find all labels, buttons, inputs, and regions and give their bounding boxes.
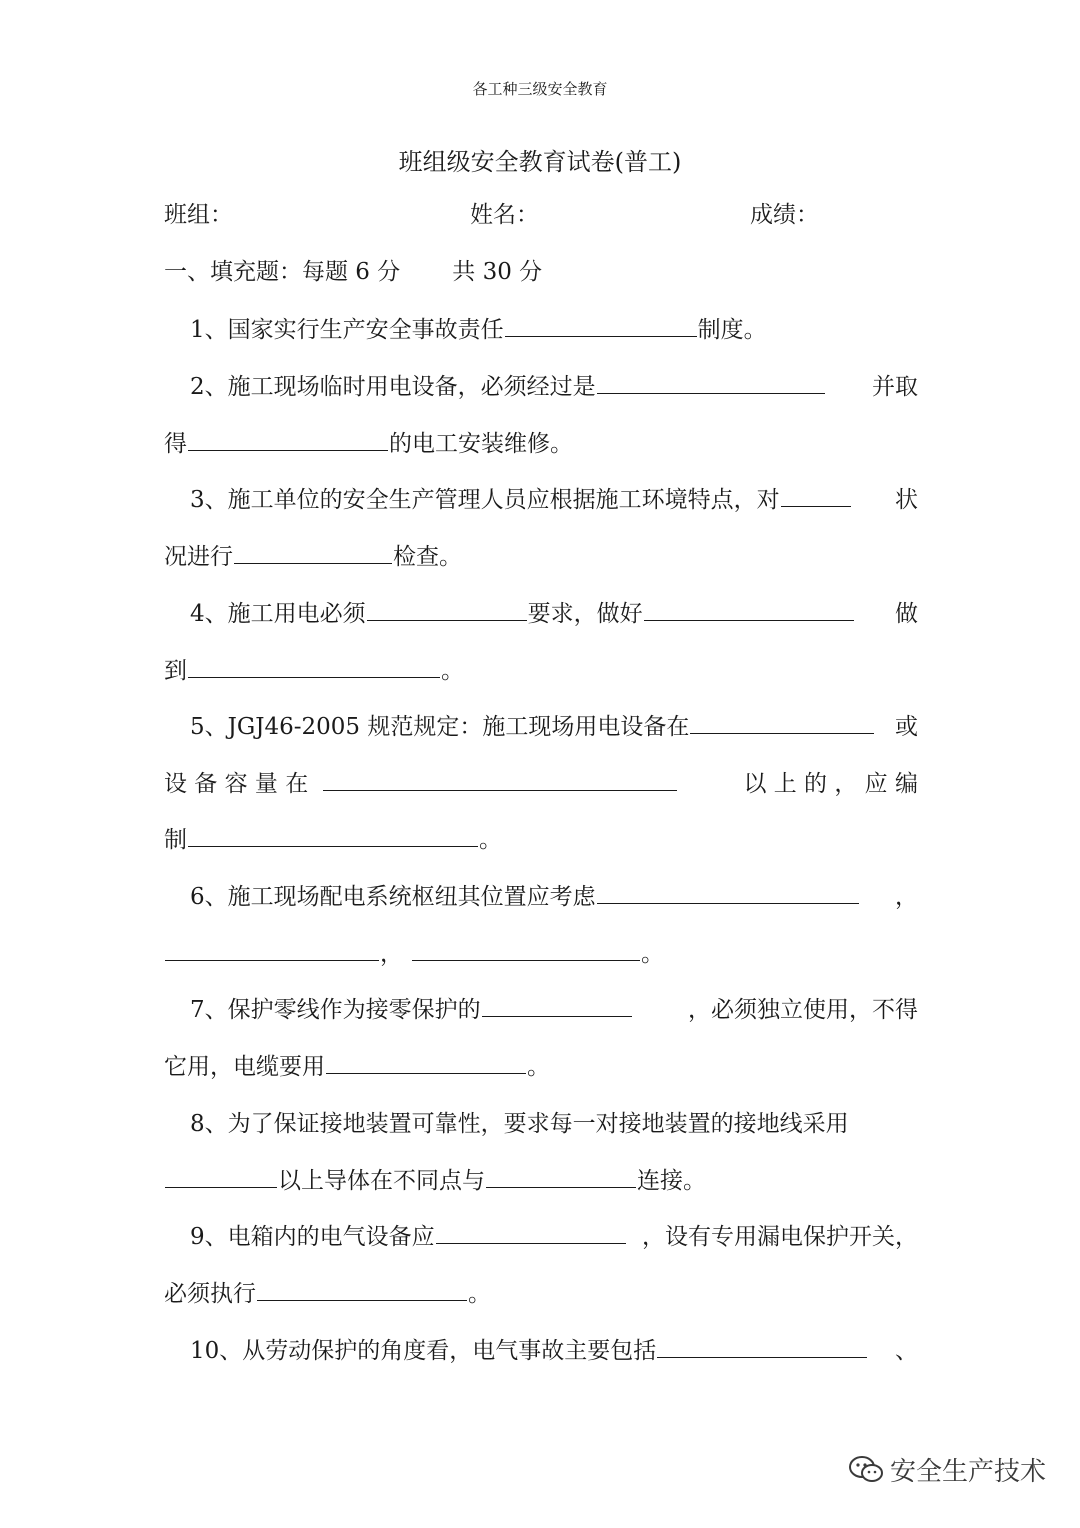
chat-bubble-icon [848, 1455, 884, 1485]
question-2: 2、施工现场临时用电设备，必须经过是 并取 [190, 374, 918, 400]
question-3-cont: 况进行 检查。 [164, 544, 462, 570]
watermark-text: 安全生产技术 [889, 1457, 1046, 1487]
answer-blank[interactable] [597, 902, 859, 904]
answer-blank[interactable] [234, 562, 392, 564]
answer-blank[interactable] [367, 619, 527, 621]
question-2-cont: 得 的电工安装维修。 [164, 431, 573, 457]
exam-title: 班组级安全教育试卷(普工) [398, 148, 682, 176]
answer-blank[interactable] [644, 619, 854, 621]
question-7-cont: 它用，电缆要用 。 [164, 1054, 550, 1080]
team-field-label: 班组： [164, 202, 233, 228]
question-7: 7、保护零线作为接零保护的 ，必须独立使用，不得 [190, 997, 918, 1023]
question-9-cont: 必须执行 。 [164, 1281, 491, 1307]
question-1: 1、国家实行生产安全事故责任 制度。 [190, 317, 767, 343]
question-4-cont: 到 。 [164, 658, 464, 684]
question-10: 10、从劳动保护的角度看，电气事故主要包括 、 [190, 1338, 918, 1364]
answer-blank[interactable] [505, 335, 697, 337]
question-5-cont2: 制 。 [164, 827, 502, 853]
watermark [848, 1451, 1046, 1488]
section-heading [164, 255, 918, 289]
question-8: 8、为了保证接地装置可靠性，要求每一对接地装置的接地线采用 [190, 1111, 849, 1137]
answer-blank[interactable] [482, 1015, 632, 1017]
answer-blank[interactable] [188, 845, 478, 847]
section-total: 共 30 分 [452, 259, 543, 285]
answer-blank[interactable] [486, 1186, 636, 1188]
answer-blank[interactable] [188, 449, 388, 451]
answer-blank[interactable] [326, 1072, 526, 1074]
answer-blank[interactable] [597, 392, 825, 394]
answer-blank[interactable] [690, 732, 874, 734]
answer-blank[interactable] [257, 1299, 467, 1301]
question-8-cont: 以上导体在不同点与 连接。 [164, 1164, 918, 1198]
question-6: 6、施工现场配电系统枢纽其位置应考虑 ， [190, 884, 918, 910]
answer-blank[interactable] [781, 505, 851, 507]
question-5-cont: 设 备 容 量 在 以 上 的 ， 应 编 [164, 771, 918, 797]
name-field-label: 姓名： [470, 202, 539, 228]
answer-blank[interactable] [436, 1242, 626, 1244]
question-4: 4、施工用电必须 要求，做好 做 [190, 601, 918, 627]
answer-blank[interactable] [188, 676, 440, 678]
question-9: 9、电箱内的电气设备应 ，设有专用漏电保护开关， [190, 1224, 918, 1250]
question-5: 5、JGJ46-2005 规范规定：施工现场用电设备在 或 [190, 714, 918, 740]
question-3: 3、施工单位的安全生产管理人员应根据施工环境特点，对 状 [190, 487, 918, 513]
answer-blank[interactable] [165, 1186, 277, 1188]
answer-blank[interactable] [165, 959, 379, 961]
answer-blank[interactable] [412, 959, 640, 961]
answer-blank[interactable] [323, 789, 677, 791]
question-6-cont: ， 。 [164, 937, 918, 971]
score-field-label: 成绩： [750, 202, 819, 228]
section-label: 一、填充题：每题 6 分 [164, 259, 401, 285]
answer-blank[interactable] [657, 1356, 867, 1358]
running-header: 各工种三级安全教育 [472, 80, 608, 98]
